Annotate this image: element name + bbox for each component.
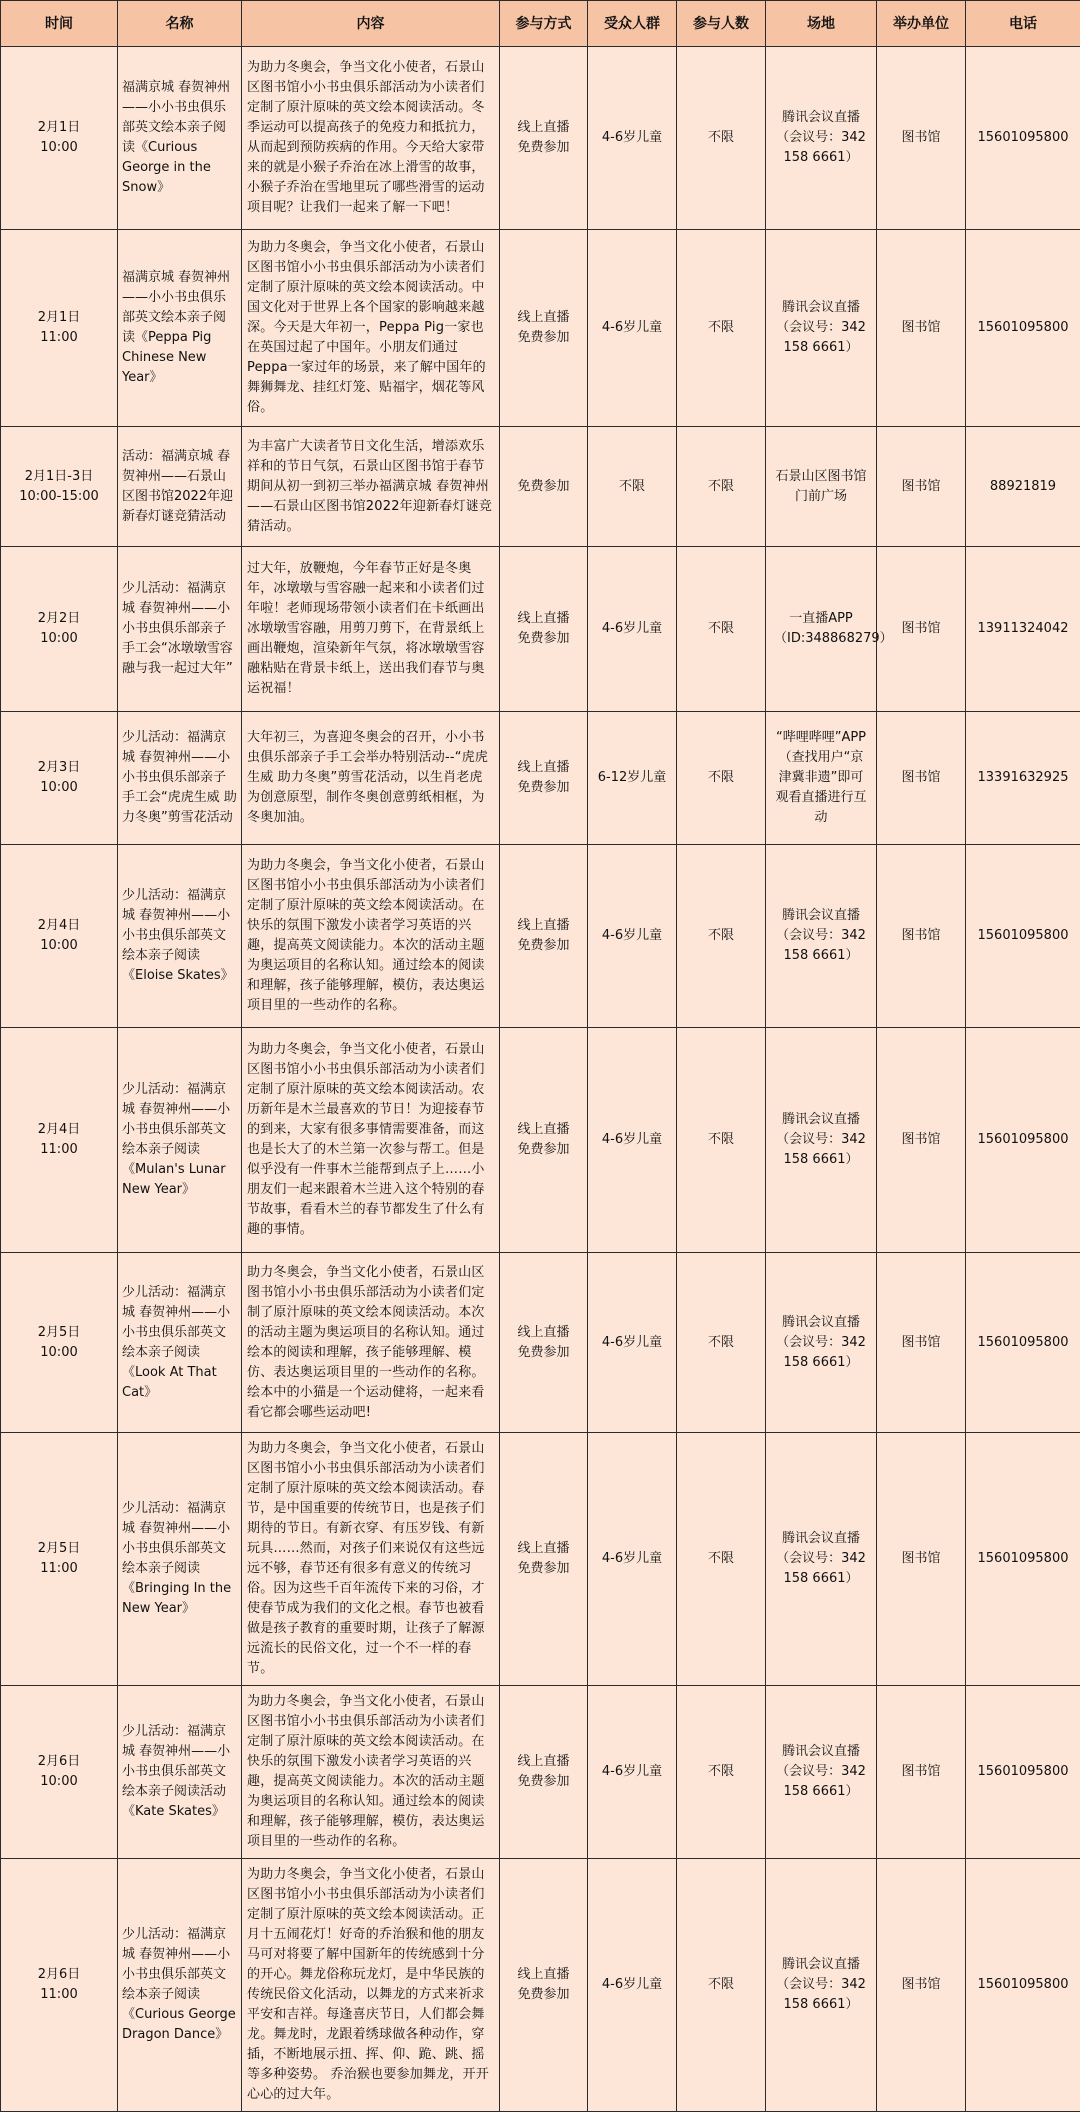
cell-venue: 腾讯会议直播（会议号：342 158 6661） <box>766 230 877 427</box>
cell-name: 活动：福满京城 春贺神州——石景山区图书馆2022年迎新春灯谜竞猜活动 <box>118 427 242 547</box>
cell-audience: 4-6岁儿童 <box>588 547 677 712</box>
cell-phone: 15601095800 <box>966 230 1080 427</box>
table-row <box>1 712 1080 845</box>
cell-phone: 13391632925 <box>966 712 1080 845</box>
cell-count: 不限 <box>677 1028 766 1253</box>
cell-count: 不限 <box>677 845 766 1028</box>
cell-venue: 石景山区图书馆门前广场 <box>766 427 877 547</box>
cell-phone: 88921819 <box>966 427 1080 547</box>
cell-content: 为助力冬奥会，争当文化小使者，石景山区图书馆小小书虫俱乐部活动为小读者们定制了原汁原味的英文绘本阅读活动。中国文化对于世界上各个国家的影响越来越深。今天是大年初一，Peppa Pig一家也在英国过起了中国年。小朋友们通过Peppa一家过年的场景，来了解中国年的舞狮舞龙、挂红灯笼、贴福字，烟花等风俗。 <box>242 230 500 427</box>
cell-name: 福满京城 春贺神州——小小书虫俱乐部英文绘本亲子阅读《Peppa Pig Chinese New Year》 <box>118 230 242 427</box>
table-row <box>1 1433 1080 1686</box>
cell-organizer: 图书馆 <box>877 712 966 845</box>
cell-venue: 一直播APP（ID:348868279） <box>766 547 877 712</box>
table-row <box>1 1686 1080 1859</box>
cell-method: 线上直播 免费参加 <box>500 1859 588 2112</box>
header-phone: 电话 <box>966 1 1080 47</box>
cell-content: 助力冬奥会，争当文化小使者，石景山区图书馆小小书虫俱乐部活动为小读者们定制了原汁原味的英文绘本阅读活动。本次的活动主题为奥运项目的名称认知。通过绘本的阅读和理解，孩子能够理解、模仿、表达奥运项目里的一些动作的名称。绘本中的小猫是一个运动健将，一起来看看它都会哪些运动吧! <box>242 1253 500 1433</box>
cell-organizer: 图书馆 <box>877 547 966 712</box>
cell-phone: 15601095800 <box>966 1859 1080 2112</box>
cell-method: 线上直播 免费参加 <box>500 1686 588 1859</box>
cell-method: 线上直播 免费参加 <box>500 1433 588 1686</box>
cell-count: 不限 <box>677 427 766 547</box>
cell-venue: 腾讯会议直播（会议号：342 158 6661） <box>766 1859 877 2112</box>
table-row <box>1 47 1080 230</box>
cell-venue: 腾讯会议直播（会议号：342 158 6661） <box>766 1253 877 1433</box>
cell-count: 不限 <box>677 1253 766 1433</box>
cell-audience: 4-6岁儿童 <box>588 845 677 1028</box>
cell-content: 为丰富广大读者节日文化生活，增添欢乐祥和的节日气氛，石景山区图书馆于春节期间从初一到初三举办福满京城 春贺神州——石景山区图书馆2022年迎新春灯谜竞猜活动。 <box>242 427 500 547</box>
cell-name: 少儿活动：福满京城 春贺神州——小小书虫俱乐部英文绘本亲子阅读活动《Kate Skates》 <box>118 1686 242 1859</box>
header-count: 参与人数 <box>677 1 766 47</box>
cell-venue: 腾讯会议直播（会议号：342 158 6661） <box>766 47 877 230</box>
cell-name: 少儿活动：福满京城 春贺神州——小小书虫俱乐部英文绘本亲子阅读《Mulan's Lunar New Year》 <box>118 1028 242 1253</box>
cell-phone: 15601095800 <box>966 1253 1080 1433</box>
cell-organizer: 图书馆 <box>877 1859 966 2112</box>
cell-audience: 4-6岁儿童 <box>588 1686 677 1859</box>
cell-audience: 不限 <box>588 427 677 547</box>
header-audience: 受众人群 <box>588 1 677 47</box>
cell-organizer: 图书馆 <box>877 1028 966 1253</box>
cell-name: 少儿活动：福满京城 春贺神州——小小书虫俱乐部亲子手工会“虎虎生威 助力冬奥”剪雪花活动 <box>118 712 242 845</box>
table-row <box>1 1859 1080 2112</box>
cell-time: 2月6日 10:00 <box>1 1686 118 1859</box>
header-name: 名称 <box>118 1 242 47</box>
cell-content: 为助力冬奥会，争当文化小使者，石景山区图书馆小小书虫俱乐部活动为小读者们定制了原汁原味的英文绘本阅读活动。春节，是中国重要的传统节日，也是孩子们期待的节日。有新衣穿、有压岁钱、有新玩具……然而，对孩子们来说仅有这些远远不够，春节还有很多有意义的传统习俗。因为这些千百年流传下来的习俗，才使春节成为我们的文化之根。春节也被看做是孩子教育的重要时期，让孩子了解源远流长的民俗文化，过一个不一样的春节。 <box>242 1433 500 1686</box>
cell-organizer: 图书馆 <box>877 1686 966 1859</box>
cell-content: 为助力冬奥会，争当文化小使者，石景山区图书馆小小书虫俱乐部活动为小读者们定制了原汁原味的英文绘本阅读活动。正月十五闹花灯！好奇的乔治猴和他的朋友马可对将要了解中国新年的传统感到十分的开心。舞龙俗称玩龙灯，是中华民族的传统民俗文化活动，以舞龙的方式来祈求平安和吉祥。每逢喜庆节日，人们都会舞龙。舞龙时，龙跟着绣球做各种动作，穿插，不断地展示扭、挥、仰、跪、跳、摇等多种姿势。 乔治猴也要参加舞龙，开开心心的过大年。 <box>242 1859 500 2112</box>
cell-content: 过大年，放鞭炮，今年春节正好是冬奥年，冰墩墩与雪容融一起来和小读者们过年啦！老师现场带领小读者们在卡纸画出冰墩墩雪容融，用剪刀剪下，在背景纸上画出鞭炮，渲染新年气氛，将冰墩墩雪容融粘贴在背景卡纸上，送出我们春节与奥运祝福！ <box>242 547 500 712</box>
cell-time: 2月1日 11:00 <box>1 230 118 427</box>
cell-time: 2月1日-3日 10:00-15:00 <box>1 427 118 547</box>
table-row <box>1 427 1080 547</box>
cell-time: 2月4日 11:00 <box>1 1028 118 1253</box>
header-organizer: 举办单位 <box>877 1 966 47</box>
cell-method: 线上直播 免费参加 <box>500 1253 588 1433</box>
table-row <box>1 845 1080 1028</box>
cell-content: 为助力冬奥会，争当文化小使者，石景山区图书馆小小书虫俱乐部活动为小读者们定制了原汁原味的英文绘本阅读活动。在快乐的氛围下激发小读者学习英语的兴趣，提高英文阅读能力。本次的活动主题为奥运项目的名称认知。通过绘本的阅读和理解，孩子能够理解，模仿，表达奥运项目里的一些动作的名称。 <box>242 845 500 1028</box>
cell-phone: 15601095800 <box>966 1028 1080 1253</box>
cell-time: 2月4日 10:00 <box>1 845 118 1028</box>
cell-audience: 4-6岁儿童 <box>588 230 677 427</box>
cell-venue: 腾讯会议直播（会议号：342 158 6661） <box>766 1433 877 1686</box>
cell-organizer: 图书馆 <box>877 845 966 1028</box>
cell-count: 不限 <box>677 1433 766 1686</box>
table-row <box>1 1253 1080 1433</box>
cell-method: 线上直播 免费参加 <box>500 547 588 712</box>
cell-phone: 15601095800 <box>966 845 1080 1028</box>
table-row <box>1 547 1080 712</box>
cell-organizer: 图书馆 <box>877 1433 966 1686</box>
cell-count: 不限 <box>677 230 766 427</box>
cell-name: 少儿活动：福满京城 春贺神州——小小书虫俱乐部英文绘本亲子阅读《Bringing In the New Year》 <box>118 1433 242 1686</box>
cell-method: 线上直播 免费参加 <box>500 845 588 1028</box>
cell-method: 免费参加 <box>500 427 588 547</box>
header-time: 时间 <box>1 1 118 47</box>
cell-name: 少儿活动：福满京城 春贺神州——小小书虫俱乐部英文绘本亲子阅读《Eloise Skates》 <box>118 845 242 1028</box>
cell-phone: 15601095800 <box>966 1686 1080 1859</box>
cell-venue: 腾讯会议直播（会议号：342 158 6661） <box>766 1028 877 1253</box>
cell-method: 线上直播 免费参加 <box>500 1028 588 1253</box>
header-venue: 场地 <box>766 1 877 47</box>
cell-method: 线上直播 免费参加 <box>500 712 588 845</box>
cell-audience: 4-6岁儿童 <box>588 1253 677 1433</box>
cell-audience: 6-12岁儿童 <box>588 712 677 845</box>
cell-content: 为助力冬奥会，争当文化小使者，石景山区图书馆小小书虫俱乐部活动为小读者们定制了原汁原味的英文绘本阅读活动。冬季运动可以提高孩子的免疫力和抵抗力，从而起到预防疾病的作用。今天给大家带来的就是小猴子乔治在冰上滑雪的故事，小猴子乔治在雪地里玩了哪些滑雪的运动项目呢？让我们一起来了解一下吧！ <box>242 47 500 230</box>
cell-audience: 4-6岁儿童 <box>588 1859 677 2112</box>
cell-content: 为助力冬奥会，争当文化小使者，石景山区图书馆小小书虫俱乐部活动为小读者们定制了原汁原味的英文绘本阅读活动。在快乐的氛围下激发小读者学习英语的兴趣，提高英文阅读能力。本次的活动主题为奥运项目的名称认知。通过绘本的阅读和理解，孩子能够理解，模仿，表达奥运项目里的一些动作的名称。 <box>242 1686 500 1859</box>
cell-venue: “哔哩哔哩”APP（查找用户“京津冀非遗”即可观看直播进行互动 <box>766 712 877 845</box>
cell-organizer: 图书馆 <box>877 427 966 547</box>
cell-name: 少儿活动：福满京城 春贺神州——小小书虫俱乐部英文绘本亲子阅读《Curious George Dragon Dance》 <box>118 1859 242 2112</box>
cell-content: 大年初三，为喜迎冬奥会的召开，小小书虫俱乐部亲子手工会举办特别活动--“虎虎生威 助力冬奥”剪雪花活动，以生肖老虎为创意原型，制作冬奥创意剪纸相框，为冬奥加油。 <box>242 712 500 845</box>
cell-organizer: 图书馆 <box>877 230 966 427</box>
cell-count: 不限 <box>677 547 766 712</box>
cell-time: 2月2日 10:00 <box>1 547 118 712</box>
cell-phone: 13911324042 <box>966 547 1080 712</box>
cell-phone: 15601095800 <box>966 1433 1080 1686</box>
cell-time: 2月1日 10:00 <box>1 47 118 230</box>
cell-name: 少儿活动：福满京城 春贺神州——小小书虫俱乐部亲子手工会“冰墩墩雪容融与我一起过大年” <box>118 547 242 712</box>
cell-audience: 4-6岁儿童 <box>588 1433 677 1686</box>
cell-audience: 4-6岁儿童 <box>588 47 677 230</box>
cell-name: 少儿活动：福满京城 春贺神州——小小书虫俱乐部英文绘本亲子阅读《Look At That Cat》 <box>118 1253 242 1433</box>
cell-count: 不限 <box>677 1686 766 1859</box>
table-row <box>1 1028 1080 1253</box>
cell-count: 不限 <box>677 47 766 230</box>
cell-audience: 4-6岁儿童 <box>588 1028 677 1253</box>
header-row <box>1 1 1080 47</box>
cell-organizer: 图书馆 <box>877 1253 966 1433</box>
cell-count: 不限 <box>677 712 766 845</box>
table-row <box>1 230 1080 427</box>
header-content: 内容 <box>242 1 500 47</box>
cell-time: 2月5日 10:00 <box>1 1253 118 1433</box>
cell-name: 福满京城 春贺神州——小小书虫俱乐部英文绘本亲子阅读《Curious George in the Snow》 <box>118 47 242 230</box>
cell-content: 为助力冬奥会，争当文化小使者，石景山区图书馆小小书虫俱乐部活动为小读者们定制了原汁原味的英文绘本阅读活动。农历新年是木兰最喜欢的节日！为迎接春节的到来，大家有很多事情需要准备，而这也是长大了的木兰第一次参与帮工。但是似乎没有一件事木兰能帮到点子上……小朋友们一起来跟着木兰进入这个特别的春节故事，看看木兰的春节都发生了什么有趣的事情。 <box>242 1028 500 1253</box>
cell-time: 2月6日 11:00 <box>1 1859 118 2112</box>
cell-count: 不限 <box>677 1859 766 2112</box>
cell-organizer: 图书馆 <box>877 47 966 230</box>
header-method: 参与方式 <box>500 1 588 47</box>
cell-venue: 腾讯会议直播（会议号：342 158 6661） <box>766 845 877 1028</box>
cell-venue: 腾讯会议直播（会议号：342 158 6661） <box>766 1686 877 1859</box>
cell-method: 线上直播 免费参加 <box>500 230 588 427</box>
cell-phone: 15601095800 <box>966 47 1080 230</box>
cell-time: 2月3日 10:00 <box>1 712 118 845</box>
cell-method: 线上直播 免费参加 <box>500 47 588 230</box>
cell-time: 2月5日 11:00 <box>1 1433 118 1686</box>
